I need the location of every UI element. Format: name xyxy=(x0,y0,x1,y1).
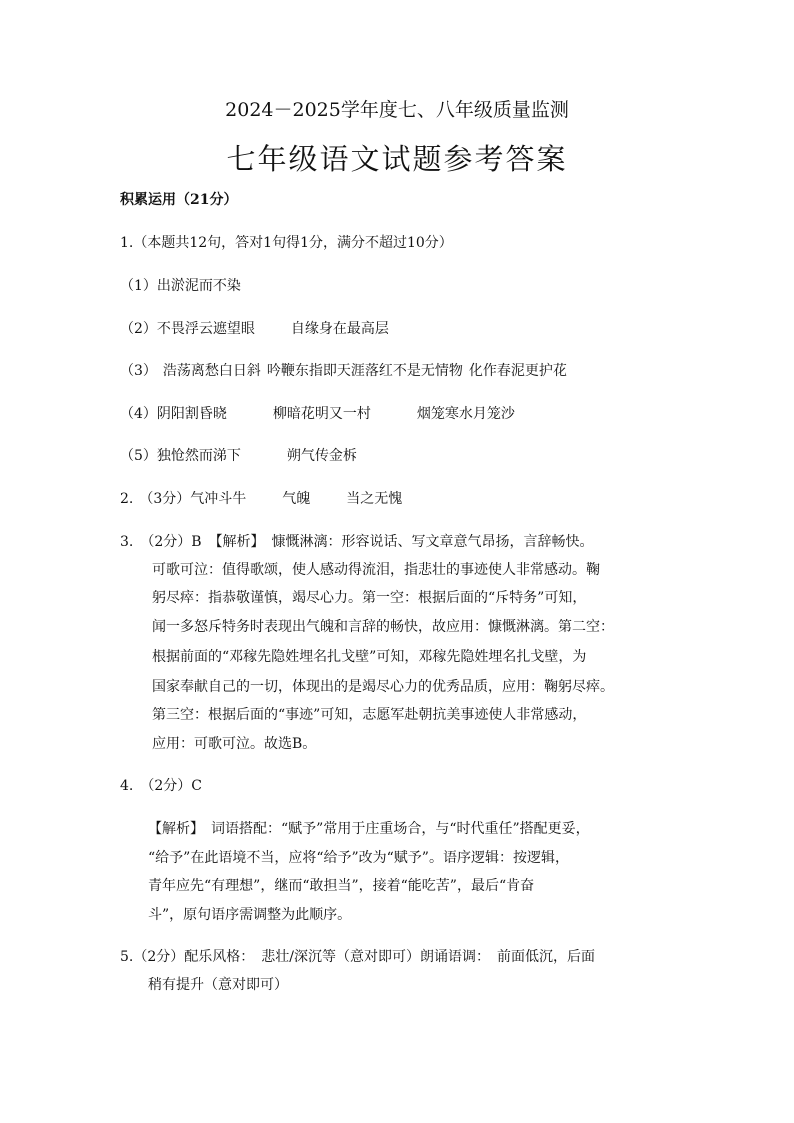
q1-answer-4-num: （4） xyxy=(120,406,157,422)
q1-answer-5-part-1: 独怆然而涕下 xyxy=(156,448,241,464)
q2-part-2: 气魄 xyxy=(282,491,311,507)
q1-answer-2 xyxy=(120,322,389,336)
q4-analysis-line-1: 【解析】 词语搭配：“赋予”常用于庄重场合，与“时代重任”搭配更妥， xyxy=(148,821,590,837)
q3-line-4: 闻一多怒斥特务时表现出气魄和言辞的畅快，故应用：慷慨淋漓。第二空： xyxy=(152,619,614,635)
q2-part-3: 当之无愧 xyxy=(346,491,403,507)
section-title: 积累运用（21分） xyxy=(120,192,238,208)
q1-answer-5 xyxy=(120,449,357,463)
answer-title: 七年级语文试题参考答案 xyxy=(226,142,568,176)
q4-analysis-line-2: “给予”在此语境不当，应将“给予”改为“赋予”。语序逻辑：按逻辑， xyxy=(148,850,569,866)
q3-line-6: 国家奉献自己的一切，体现出的是竭尽心力的优秀品质，应用：鞠躬尽瘁。 xyxy=(152,679,614,695)
q2-number: 2. xyxy=(120,491,134,507)
q2-answer xyxy=(120,492,402,506)
q1-answer-4 xyxy=(120,407,515,421)
q4-analysis-line-3: 青年应先“有理想”，继而“敢担当”，接着“能吃苦”，最后“肯奋 xyxy=(148,878,535,894)
q1-answer-1-part-1: 出淤泥而不染 xyxy=(156,278,241,294)
q3-line-2: 可歌可泣：值得歌颂，使人感动得流泪，指悲壮的事迹使人非常感动。鞠 xyxy=(152,562,600,578)
q2-score: （3分） xyxy=(139,491,191,507)
q1-answer-3-num: （3） xyxy=(120,363,157,379)
q1-answer-4-part-1: 阴阳割昏晓 xyxy=(156,406,227,422)
q1-stem: 1.（本题共12句，答对1句得1分，满分不超过10分） xyxy=(120,235,453,251)
q3-line-7: 第三空：根据后面的“事迹”可知，志愿军赴朝抗美事迹使人非常感动， xyxy=(152,707,587,723)
q1-answer-5-part-2: 朔气传金柝 xyxy=(286,448,357,464)
q5-line-2: 稍有提升（意对即可） xyxy=(148,977,288,993)
q4-stem: 4. （2分）C xyxy=(120,778,202,794)
q1-answer-2-part-1: 不畏浮云遮望眼 xyxy=(156,321,255,337)
exam-title: 2024－2025学年度七、八年级质量监测 xyxy=(225,99,569,121)
q1-answer-1-num: （1） xyxy=(120,278,157,294)
q1-answer-3-part-3: 落红不是无情物 xyxy=(364,363,463,379)
q5-line-1: 5.（2分）配乐风格： 悲壮/深沉等（意对即可）朗诵语调： 前面低沉，后面 xyxy=(120,949,595,965)
q1-answer-4-part-2: 柳暗花明又一村 xyxy=(272,406,371,422)
q1-answer-5-num: （5） xyxy=(120,448,157,464)
q1-answer-1 xyxy=(120,279,241,293)
q1-answer-2-part-2: 自缘身在最高层 xyxy=(290,321,389,337)
q3-line-5: 根据前面的“邓稼先隐姓埋名扎戈壁”可知，邓稼先隐姓埋名扎戈壁，为 xyxy=(152,649,587,665)
q2-part-1: 气冲斗牛 xyxy=(190,491,247,507)
q1-answer-3-part-1: 浩荡离愁白日斜 xyxy=(162,363,261,379)
q1-answer-3-part-2: 吟鞭东指即天涯 xyxy=(266,363,365,379)
q1-answer-4-part-3: 烟笼寒水月笼沙 xyxy=(416,406,515,422)
q1-answer-2-num: （2） xyxy=(120,321,157,337)
q1-answer-3-part-4: 化作春泥更护花 xyxy=(468,363,567,379)
q3-line-8: 应用：可歌可泣。故选B。 xyxy=(152,736,317,752)
q1-answer-3 xyxy=(120,364,567,378)
q4-analysis-line-4: 斗”，原句语序需调整为此顺序。 xyxy=(148,907,352,923)
q3-line-3: 躬尽瘁：指恭敬谨慎，竭尽心力。第一空：根据后面的“斥特务”可知， xyxy=(152,590,587,606)
q3-line-1: 3. （2分）B 【解析】 慷慨淋漓：形容说话、写文章意气昂扬，言辞畅快。 xyxy=(120,534,594,550)
